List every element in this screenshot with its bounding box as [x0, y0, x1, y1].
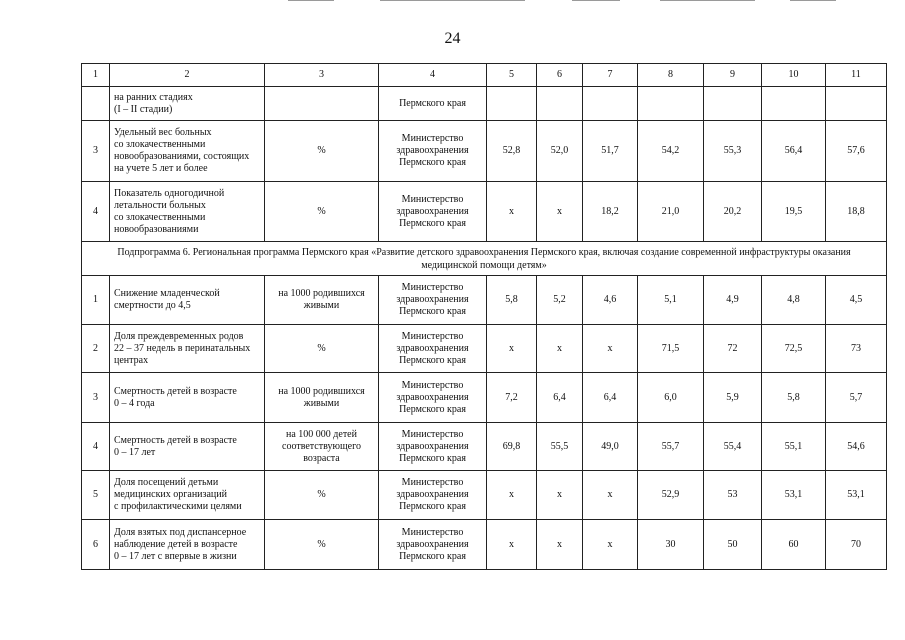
unit [265, 182, 379, 242]
unit [265, 87, 379, 121]
value-cell: 72,5 [762, 325, 826, 373]
value-cell: 55,1 [762, 423, 826, 471]
value-cell [704, 87, 762, 121]
row-number [82, 87, 110, 121]
table-row [82, 520, 887, 570]
value-cell: 57,6 [826, 121, 887, 182]
indicator-name-line: на учете 5 лет и более [114, 163, 208, 174]
responsible-body [379, 373, 487, 423]
responsible-body-line: Министерство [401, 379, 464, 391]
indicator-name-line: новообразованиями [114, 223, 199, 235]
responsible-body-line: здравоохранения [396, 489, 469, 500]
unit-line: на 1000 родившихся [278, 385, 365, 397]
value-cell: 54,6 [826, 423, 887, 471]
indicator-name-line: центрах [114, 354, 149, 366]
value-cell: 21,0 [638, 182, 704, 242]
value-cell: x [487, 325, 537, 373]
indicator-name-line: 22 – 37 недель в перинатальных [114, 342, 251, 354]
top-rule [660, 0, 755, 1]
value-cell: x [537, 182, 583, 242]
row-number: 5 [82, 471, 110, 520]
unit-line: % [317, 205, 326, 217]
unit [265, 373, 379, 423]
unit [265, 471, 379, 520]
table-row [82, 373, 887, 423]
header-row [82, 64, 887, 87]
value-cell: 55,5 [537, 423, 583, 471]
indicators-table [81, 63, 887, 570]
value-cell: 53,1 [826, 471, 887, 520]
unit-line: возраста [303, 452, 340, 464]
value-cell: 49,0 [583, 423, 638, 471]
column-number: 8 [638, 64, 704, 87]
responsible-body-line: здравоохранения [396, 294, 469, 305]
value-cell: 4,6 [583, 276, 638, 325]
value-cell: 18,2 [583, 182, 638, 242]
value-cell: 5,8 [762, 373, 826, 423]
subprogram-title: Подпрограмма 6. Региональная программа Пермского края «Развитие детского здравоохранения Пермского края, включая создание современной инфраструктуры оказания медицинской помощи детям» [82, 242, 887, 276]
value-cell [826, 87, 887, 121]
responsible-body-line: здравоохранения [396, 538, 469, 550]
value-cell: 6,4 [583, 373, 638, 423]
responsible-body-line: Пермского края [399, 501, 466, 512]
value-cell: 19,5 [762, 182, 826, 242]
responsible-body-line: Министерство [401, 526, 464, 538]
value-cell: 20,2 [704, 182, 762, 242]
indicator-name-line: 0 – 17 лет [114, 446, 156, 458]
responsible-body [379, 121, 487, 182]
table-row [82, 423, 887, 471]
value-cell: 52,9 [638, 471, 704, 520]
indicator-name-line: Удельный вес больных [114, 127, 212, 138]
responsible-body [379, 87, 487, 121]
unit [265, 423, 379, 471]
column-number: 6 [537, 64, 583, 87]
indicator-name-line: со злокачественными [114, 139, 206, 150]
column-number: 1 [82, 64, 110, 87]
table-body [82, 64, 887, 570]
value-cell: 56,4 [762, 121, 826, 182]
responsible-body-line: Министерство [401, 477, 464, 488]
value-cell: 55,7 [638, 423, 704, 471]
column-number: 4 [379, 64, 487, 87]
row-number: 2 [82, 325, 110, 373]
value-cell: x [537, 325, 583, 373]
indicator-name [110, 121, 265, 182]
responsible-body-line: Пермского края [399, 354, 466, 366]
value-cell: 60 [762, 520, 826, 570]
indicator-name [110, 87, 265, 121]
value-cell: 5,7 [826, 373, 887, 423]
value-cell: x [583, 325, 638, 373]
indicator-name-line: 0 – 17 лет с впервые в жизни [114, 550, 237, 562]
value-cell: 7,2 [487, 373, 537, 423]
responsible-body-line: здравоохранения [396, 205, 469, 217]
responsible-body-line: Пермского края [399, 97, 466, 109]
page-number: 24 [444, 30, 461, 47]
top-rule [288, 0, 334, 1]
indicator-name [110, 520, 265, 570]
column-number: 7 [583, 64, 638, 87]
responsible-body-line: Пермского края [399, 306, 466, 317]
value-cell: 73 [826, 325, 887, 373]
value-cell: x [487, 182, 537, 242]
value-cell: 53 [704, 471, 762, 520]
responsible-body-line: здравоохранения [396, 145, 469, 156]
value-cell: 4,9 [704, 276, 762, 325]
value-cell: x [537, 520, 583, 570]
indicator-name-line: 0 – 4 года [114, 397, 155, 409]
value-cell: 52,0 [537, 121, 583, 182]
value-cell: 5,2 [537, 276, 583, 325]
indicator-name [110, 471, 265, 520]
indicator-name [110, 325, 265, 373]
value-cell: 70 [826, 520, 887, 570]
responsible-body-line: Министерство [401, 428, 464, 440]
indicator-name [110, 182, 265, 242]
responsible-body [379, 423, 487, 471]
value-cell [583, 87, 638, 121]
table-row [82, 325, 887, 373]
value-cell: 6,4 [537, 373, 583, 423]
responsible-body-line: Министерство [401, 193, 464, 205]
responsible-body-line: Пермского края [399, 217, 466, 229]
value-cell: 69,8 [487, 423, 537, 471]
unit [265, 520, 379, 570]
responsible-body-line: Министерство [401, 330, 464, 342]
responsible-body-line: Министерство [401, 133, 464, 144]
row-number: 3 [82, 373, 110, 423]
responsible-body [379, 325, 487, 373]
value-cell: x [487, 520, 537, 570]
value-cell: 30 [638, 520, 704, 570]
value-cell: 5,8 [487, 276, 537, 325]
row-number: 1 [82, 276, 110, 325]
value-cell [487, 87, 537, 121]
indicator-name-line: новообразованиями, состоящих [114, 151, 250, 162]
value-cell: 50 [704, 520, 762, 570]
responsible-body-line: Пермского края [399, 550, 466, 562]
unit-line: % [317, 489, 326, 500]
top-rule [380, 0, 525, 1]
table-row [82, 87, 887, 121]
value-cell: 5,1 [638, 276, 704, 325]
indicator-name-line: смертности до 4,5 [114, 300, 191, 311]
unit-line: % [317, 145, 326, 156]
row-number: 6 [82, 520, 110, 570]
row-number: 3 [82, 121, 110, 182]
indicator-name [110, 423, 265, 471]
column-number: 2 [110, 64, 265, 87]
unit-line: % [317, 538, 326, 550]
indicator-name [110, 276, 265, 325]
value-cell [537, 87, 583, 121]
responsible-body-line: здравоохранения [396, 391, 469, 403]
row-number: 4 [82, 423, 110, 471]
responsible-body [379, 182, 487, 242]
indicator-name-line: Снижение младенческой [114, 288, 220, 299]
unit [265, 325, 379, 373]
value-cell: 18,8 [826, 182, 887, 242]
value-cell [638, 87, 704, 121]
responsible-body [379, 520, 487, 570]
value-cell: x [583, 520, 638, 570]
value-cell: 55,3 [704, 121, 762, 182]
column-number: 10 [762, 64, 826, 87]
column-number: 3 [265, 64, 379, 87]
table-row [82, 276, 887, 325]
value-cell: 71,5 [638, 325, 704, 373]
table-row [82, 471, 887, 520]
responsible-body-line: Министерство [401, 282, 464, 293]
value-cell: x [583, 471, 638, 520]
indicator-name-line: Доля взятых под диспансерное [114, 526, 247, 538]
unit-line: живыми [303, 300, 340, 311]
unit-line: живыми [303, 397, 340, 409]
top-rule [790, 0, 836, 1]
indicator-name-line: летальности больных [114, 199, 206, 211]
unit-line: на 1000 родившихся [278, 288, 365, 299]
table-row [82, 121, 887, 182]
responsible-body-line: Пермского края [399, 452, 466, 464]
unit [265, 276, 379, 325]
value-cell: 55,4 [704, 423, 762, 471]
indicator-name-line: Смертность детей в возрасте [114, 385, 237, 397]
value-cell: 4,5 [826, 276, 887, 325]
row-number: 4 [82, 182, 110, 242]
indicator-name-line: Смертность детей в возрасте [114, 434, 237, 446]
value-cell: 6,0 [638, 373, 704, 423]
column-number: 9 [704, 64, 762, 87]
unit [265, 121, 379, 182]
value-cell: 5,9 [704, 373, 762, 423]
column-number: 11 [826, 64, 887, 87]
indicator-name-line: с профилактическими целями [114, 501, 242, 512]
subprogram-row [82, 242, 887, 276]
table-row [82, 182, 887, 242]
value-cell: x [537, 471, 583, 520]
indicator-name-line: медицинских организаций [114, 489, 227, 500]
responsible-body [379, 276, 487, 325]
unit-line: % [317, 342, 326, 354]
value-cell: 53,1 [762, 471, 826, 520]
unit-line: на 100 000 детей [286, 428, 357, 440]
value-cell: 4,8 [762, 276, 826, 325]
value-cell: 52,8 [487, 121, 537, 182]
indicator-name-line: (I – II стадии) [114, 103, 173, 115]
top-rule [572, 0, 620, 1]
indicator-name [110, 373, 265, 423]
unit-line: соответствующего [282, 440, 361, 452]
indicator-name-line: Доля посещений детьми [114, 477, 219, 488]
indicator-name-line: Показатель одногодичной [114, 187, 225, 199]
value-cell: x [487, 471, 537, 520]
indicator-name-line: со злокачественными [114, 211, 206, 223]
value-cell: 51,7 [583, 121, 638, 182]
responsible-body-line: здравоохранения [396, 342, 469, 354]
indicator-name-line: наблюдение детей в возрасте [114, 538, 238, 550]
column-number: 5 [487, 64, 537, 87]
value-cell: 72 [704, 325, 762, 373]
responsible-body-line: здравоохранения [396, 440, 469, 452]
responsible-body-line: Пермского края [399, 157, 466, 168]
value-cell [762, 87, 826, 121]
indicator-name-line: Доля преждевременных родов [114, 330, 244, 342]
responsible-body-line: Пермского края [399, 403, 466, 415]
value-cell: 54,2 [638, 121, 704, 182]
responsible-body [379, 471, 487, 520]
indicator-name-line: на ранних стадиях [114, 91, 193, 103]
